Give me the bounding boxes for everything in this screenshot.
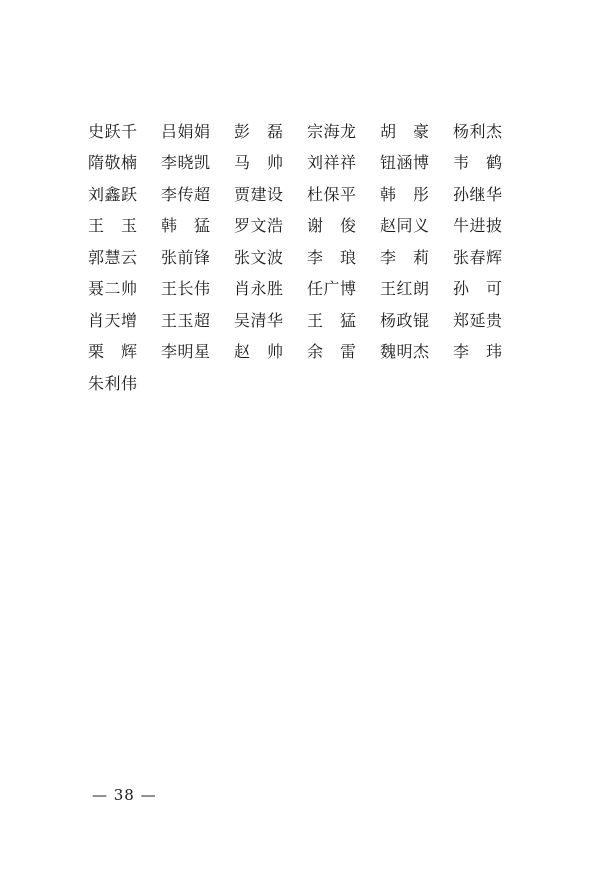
person-name: 吕娟娟 bbox=[161, 121, 211, 141]
person-name: 栗 辉 bbox=[88, 342, 138, 362]
person-name: 杨政锟 bbox=[380, 310, 430, 330]
person-name: 李 琅 bbox=[307, 247, 357, 267]
person-name: 郭慧云 bbox=[88, 247, 138, 267]
names-list bbox=[88, 116, 528, 400]
person-name: 赵同义 bbox=[380, 216, 430, 236]
person-name: 钮涵博 bbox=[380, 153, 430, 173]
page-number: — 38 — bbox=[92, 786, 157, 804]
person-name: 杜保平 bbox=[307, 184, 357, 204]
person-name: 张春辉 bbox=[453, 247, 503, 267]
person-name: 任广博 bbox=[307, 279, 357, 299]
person-name: 聂二帅 bbox=[88, 279, 138, 299]
person-name: 张文波 bbox=[234, 247, 284, 267]
person-name: 李晓凯 bbox=[161, 153, 211, 173]
person-name: 刘鑫跃 bbox=[88, 184, 138, 204]
person-name: 贾建设 bbox=[234, 184, 284, 204]
person-name: 彭 磊 bbox=[234, 121, 284, 141]
person-name: 余 雷 bbox=[307, 342, 357, 362]
person-name: 魏明杰 bbox=[380, 342, 430, 362]
person-name: 马 帅 bbox=[234, 153, 284, 173]
person-name: 宗海龙 bbox=[307, 121, 357, 141]
person-name: 王玉超 bbox=[161, 310, 211, 330]
person-name: 李明星 bbox=[161, 342, 211, 362]
person-name: 张前锋 bbox=[161, 247, 211, 267]
person-name: 李传超 bbox=[161, 184, 211, 204]
person-name: 孙继华 bbox=[453, 184, 503, 204]
person-name: 韩 彤 bbox=[380, 184, 430, 204]
person-name: 朱利伟 bbox=[88, 373, 138, 393]
person-name: 肖永胜 bbox=[234, 279, 284, 299]
person-name: 杨利杰 bbox=[453, 121, 503, 141]
person-name: 肖天增 bbox=[88, 310, 138, 330]
person-name: 王红朗 bbox=[380, 279, 430, 299]
person-name: 王 玉 bbox=[88, 216, 138, 236]
person-name: 赵 帅 bbox=[234, 342, 284, 362]
person-name: 王 猛 bbox=[307, 310, 357, 330]
person-name: 刘祥祥 bbox=[307, 153, 357, 173]
person-name: 吴清华 bbox=[234, 310, 284, 330]
person-name: 牛进披 bbox=[453, 216, 503, 236]
person-name: 郑延贵 bbox=[453, 310, 503, 330]
person-name: 王长伟 bbox=[161, 279, 211, 299]
person-name: 李 玮 bbox=[453, 342, 503, 362]
person-name: 谢 俊 bbox=[307, 216, 357, 236]
person-name: 史跃千 bbox=[88, 121, 138, 141]
person-name: 罗文浩 bbox=[234, 216, 284, 236]
person-name: 韩 猛 bbox=[161, 216, 211, 236]
person-name: 韦 鹤 bbox=[453, 153, 503, 173]
person-name: 胡 豪 bbox=[380, 121, 430, 141]
person-name: 孙 可 bbox=[453, 279, 503, 299]
person-name: 李 莉 bbox=[380, 247, 430, 267]
person-name: 隋敬楠 bbox=[88, 153, 138, 173]
